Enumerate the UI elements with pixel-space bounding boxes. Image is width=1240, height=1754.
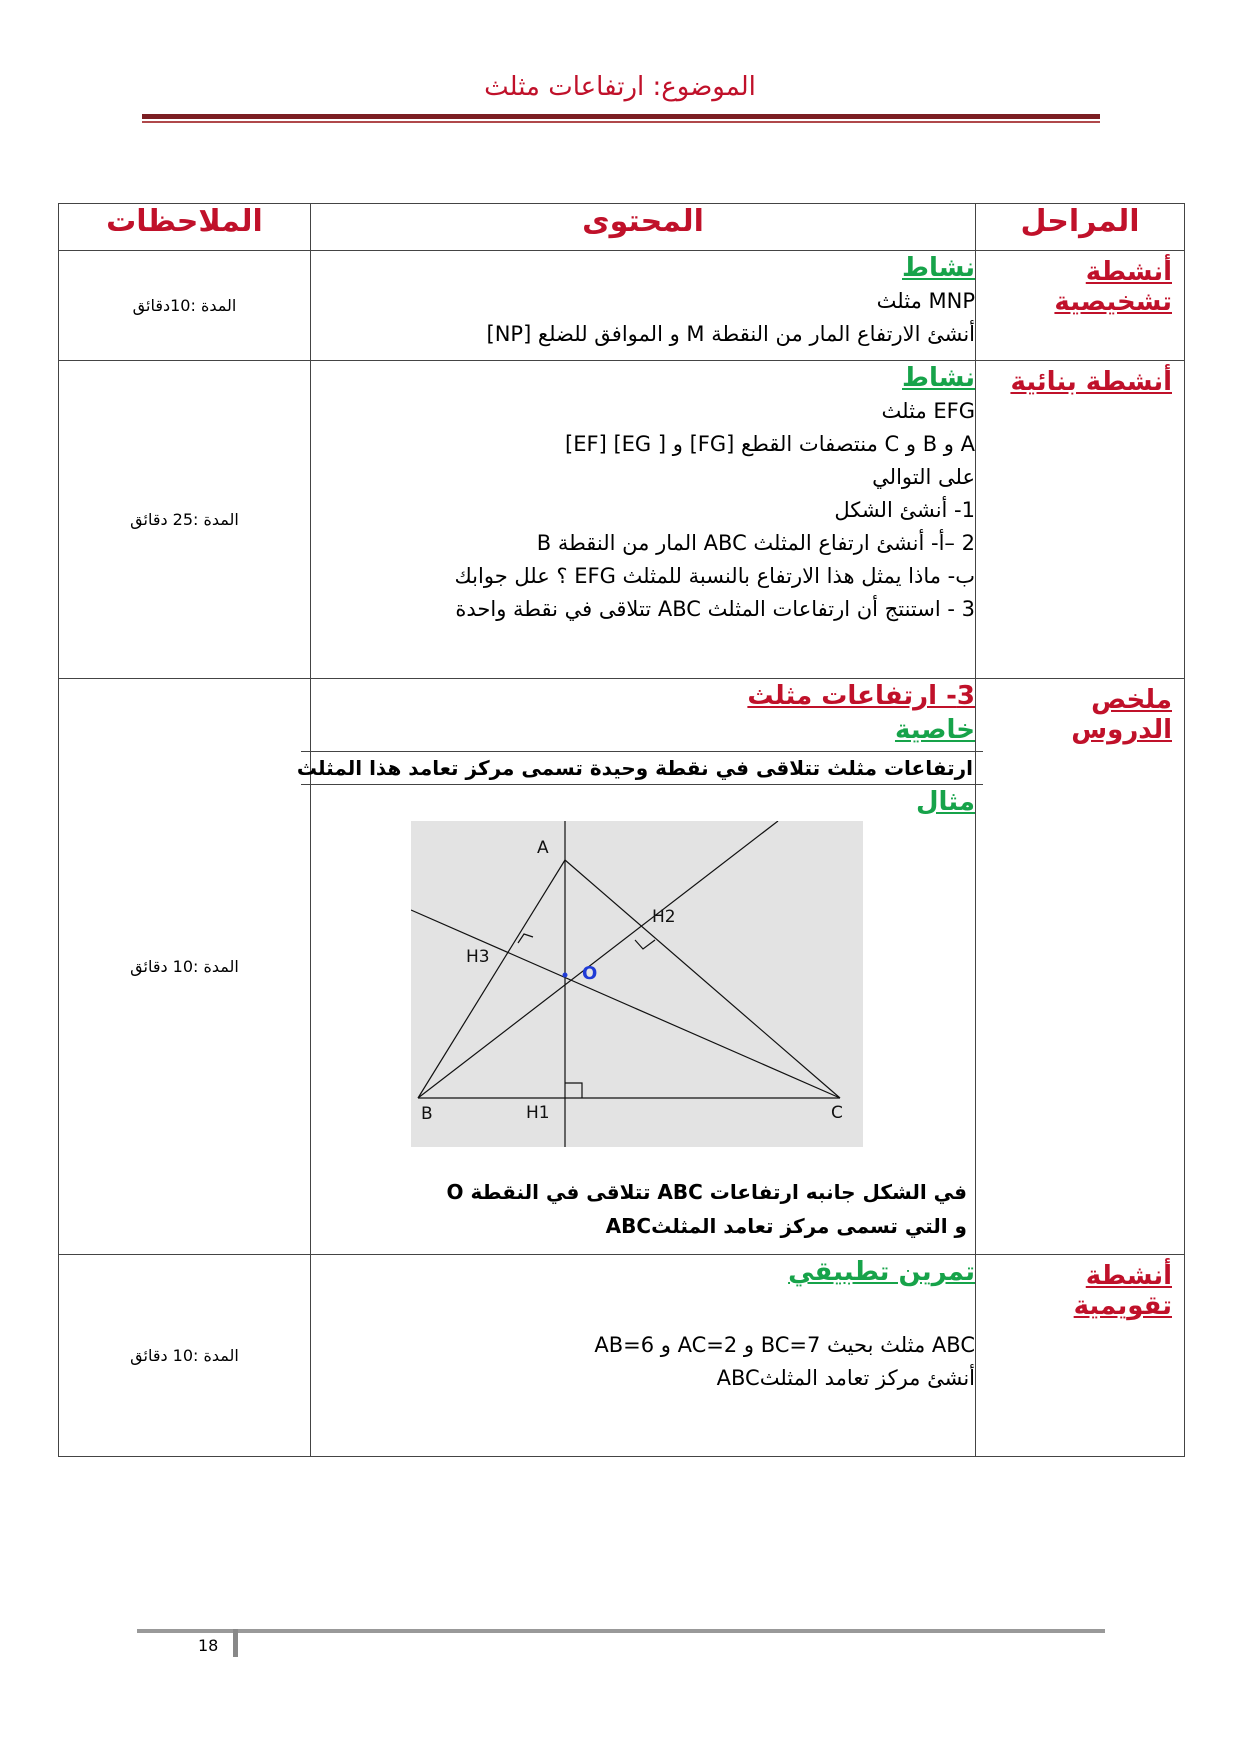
page-number: 18	[198, 1636, 219, 1655]
label-b: B	[421, 1104, 433, 1124]
stage-diagnostic: أنشطة تشخيصية	[1054, 257, 1172, 317]
label-c: C	[831, 1103, 843, 1123]
content-line: 1- أنشئ الشكل	[834, 498, 975, 522]
conclusion-line: و التي تسمى مركز تعامد المثلثABC	[605, 1214, 967, 1238]
table-row-constructive	[59, 361, 1185, 679]
property-label: خاصية	[894, 715, 975, 745]
stage-cell	[976, 361, 1185, 679]
content-line: أنشئ الارتفاع المار من النقطة M و الموافق للضلع [NP]	[486, 322, 975, 346]
point-o	[563, 973, 568, 978]
activity-label: نشاط	[902, 363, 975, 393]
duration: المدة :10 دقائق	[130, 957, 239, 976]
notes-cell	[59, 361, 311, 679]
content-line: 3 - استنتج أن ارتفاعات المثلث ABC تتلاقى في نقطة واحدة	[455, 597, 975, 621]
exercise-label: تمرين تطبيقي	[788, 1257, 975, 1287]
duration: المدة :25 دقائق	[130, 510, 239, 529]
content-line: A و B و C منتصفات القطع [FG] و [ EG] [EF]	[565, 432, 975, 456]
table-row-diagnostic	[59, 251, 1185, 361]
duration: المدة :10 دقائق	[130, 1346, 239, 1365]
property-text: ارتفاعات مثلث تتلاقى في نقطة وحيدة تسمى مركز تعامد هذا المثلث	[301, 751, 983, 785]
notes-cell	[59, 251, 311, 361]
summary-heading: 3- ارتفاعات مثلث	[747, 681, 975, 711]
label-o: O	[582, 963, 598, 984]
content-line: MNP مثلث	[876, 289, 975, 313]
activity-label: نشاط	[902, 253, 975, 283]
content-line: ب- ماذا يمثل هذا الارتفاع بالنسبة للمثلث EFG ؟ علل جوابك	[454, 564, 975, 588]
stage-cell	[976, 1255, 1185, 1457]
table-row-evaluation	[59, 1255, 1185, 1457]
figure-container	[311, 821, 975, 1151]
conclusion-line: في الشكل جانبه ارتفاعات ABC تتلاقى في النقطة O	[446, 1180, 967, 1204]
title-rule	[142, 114, 1100, 119]
stage-constructive: أنشطة بنائية	[1010, 367, 1172, 397]
stage-cell	[976, 679, 1185, 1255]
content-line: أنشئ مركز تعامد المثلثABC	[716, 1366, 975, 1390]
content-line: 2 –أ- أنشئ ارتفاع المثلث ABC المار من النقطة B	[536, 531, 975, 555]
content-cell	[311, 251, 976, 361]
content-cell	[311, 361, 976, 679]
table-row-summary	[59, 679, 1185, 1255]
footer-rule	[137, 1629, 1105, 1633]
stage-evaluation: أنشطة تقويمية	[1073, 1261, 1172, 1321]
header-content: المحتوى	[311, 204, 976, 251]
lesson-table	[58, 203, 1185, 1457]
content-line: على التوالي	[872, 465, 975, 489]
label-h3: H3	[466, 947, 490, 967]
label-a: A	[537, 838, 549, 858]
orthocenter-figure	[411, 821, 863, 1147]
title-rule-thin	[142, 121, 1100, 123]
document-title: الموضوع: ارتفاعات مثلث	[484, 72, 756, 102]
stage-summary: ملخص الدروس	[1071, 685, 1172, 745]
label-h2: H2	[652, 907, 676, 927]
header-stages: المراحل	[976, 204, 1185, 251]
content-line: ABC مثلث بحيث BC=7 و AC=2 و AB=6	[594, 1333, 975, 1357]
stage-cell	[976, 251, 1185, 361]
notes-cell	[59, 679, 311, 1255]
content-cell	[296, 679, 976, 1255]
content-cell	[311, 1255, 976, 1457]
header-notes: الملاحظات	[59, 204, 311, 251]
label-h1: H1	[526, 1103, 550, 1123]
duration: المدة :10دقائق	[132, 296, 237, 315]
footer-bar	[233, 1629, 238, 1657]
example-label: مثال	[915, 787, 975, 817]
content-line: EFG مثلث	[881, 399, 975, 423]
table-header-row	[59, 204, 1185, 251]
notes-cell	[59, 1255, 311, 1457]
